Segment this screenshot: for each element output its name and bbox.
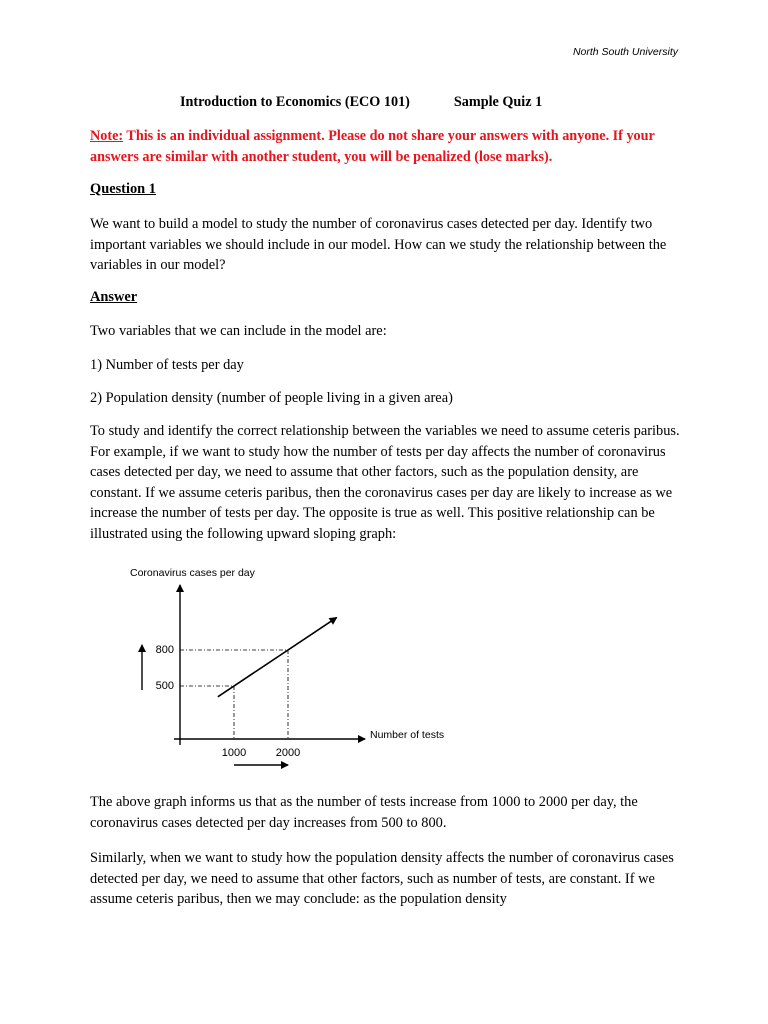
question-heading: Question 1: [90, 181, 156, 197]
answer-intro: Two variables that we can include in the model are:: [90, 323, 387, 339]
answer-item-1: 1) Number of tests per day: [90, 357, 244, 373]
answer-paragraph-3: Similarly, when we want to study how the population density affects the number of coronavirus cases detected per day, we need to assume that other factors, such as number of tests, are constant. If we assume ceteris paribus, then we may conclude: as the population density: [90, 850, 674, 907]
question-text: We want to build a model to study the number of coronavirus cases detected per day. Identify two important variables we should include in our model. How can we study the relationship between the variables in our model?: [90, 216, 667, 273]
x-tick-label: 1000: [221, 747, 247, 760]
title-row: [180, 94, 542, 111]
university-header: North South University: [572, 46, 678, 58]
answer-paragraph-1: To study and identify the correct relationship between the variables we need to assume ceteris paribus. For example, if we want to study how the number of tests per day affects the number of coronavirus cases detected per day, we need to assume that other factors, such as the population density, are constant. If we assume ceteris paribus, then the coronavirus cases per day are likely to increase as we increase the number of tests per day. The opposite is true as well. This positive relationship can be illustrated using the following upward sloping graph:: [90, 423, 680, 542]
x-axis-label: Number of tests: [370, 729, 445, 741]
note-text: This is an individual assignment. Please do not share your answers with anyone. If your answers are similar with another student, you will be penalized (lose marks).: [90, 128, 655, 165]
quiz-title: Sample Quiz 1: [453, 94, 543, 110]
chart: [0, 555, 768, 775]
y-tick-label: 500: [155, 679, 174, 692]
answer-item-2: 2) Population density (number of people living in a given area): [90, 390, 453, 406]
y-axis-label: Coronavirus cases per day: [130, 567, 255, 579]
note-box: [90, 126, 680, 168]
answer-heading: Answer: [90, 289, 138, 305]
answer-paragraph-2: The above graph informs us that as the number of tests increase from 1000 to 2000 per day, the coronavirus cases detected per day increases from 500 to 800.: [90, 794, 638, 831]
y-tick-label: 800: [155, 643, 174, 656]
note-label: Note:: [90, 128, 124, 144]
series-line: [218, 618, 337, 697]
x-tick-label: 2000: [275, 747, 301, 760]
course-title: Introduction to Economics (ECO 101): [180, 94, 410, 110]
